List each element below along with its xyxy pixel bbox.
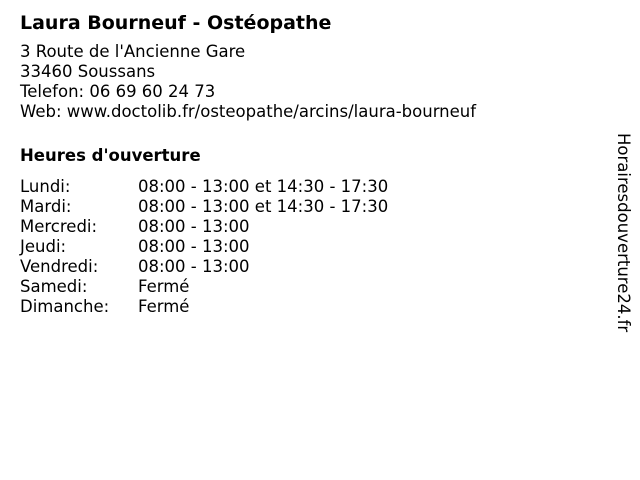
day-hours: 08:00 - 13:00 bbox=[138, 217, 250, 236]
business-card bbox=[20, 10, 600, 317]
day-hours: 08:00 - 13:00 et 14:30 - 17:30 bbox=[138, 197, 389, 216]
hours-row-tuesday bbox=[20, 197, 600, 217]
hours-row-monday bbox=[20, 177, 600, 197]
site-watermark: Horairesdouverture24.fr bbox=[614, 133, 633, 333]
day-label: Samedi: bbox=[20, 277, 88, 296]
day-label: Mercredi: bbox=[20, 217, 98, 236]
day-hours: Fermé bbox=[138, 277, 190, 296]
day-label: Jeudi: bbox=[20, 237, 67, 256]
business-title: Laura Bourneuf - Ostéopathe bbox=[20, 12, 332, 34]
day-label: Vendredi: bbox=[20, 257, 99, 276]
opening-hours-table bbox=[20, 177, 600, 317]
phone-number: Telefon: 06 69 60 24 73 bbox=[20, 82, 216, 101]
day-hours: Fermé bbox=[138, 297, 190, 316]
address-street: 3 Route de l'Ancienne Gare bbox=[20, 42, 246, 61]
day-hours: 08:00 - 13:00 et 14:30 - 17:30 bbox=[138, 177, 389, 196]
hours-row-saturday bbox=[20, 277, 600, 297]
hours-row-friday bbox=[20, 257, 600, 277]
day-hours: 08:00 - 13:00 bbox=[138, 237, 250, 256]
address-city: 33460 Soussans bbox=[20, 62, 156, 81]
day-hours: 08:00 - 13:00 bbox=[138, 257, 250, 276]
day-label: Lundi: bbox=[20, 177, 71, 196]
address-block bbox=[20, 42, 600, 122]
hours-row-sunday bbox=[20, 297, 600, 317]
day-label: Dimanche: bbox=[20, 297, 110, 316]
hours-row-thursday bbox=[20, 237, 600, 257]
day-label: Mardi: bbox=[20, 197, 72, 216]
opening-hours-heading: Heures d'ouverture bbox=[20, 146, 201, 165]
hours-row-wednesday bbox=[20, 217, 600, 237]
website-link[interactable]: Web: www.doctolib.fr/osteopathe/arcins/laura-bourneuf bbox=[20, 102, 477, 121]
